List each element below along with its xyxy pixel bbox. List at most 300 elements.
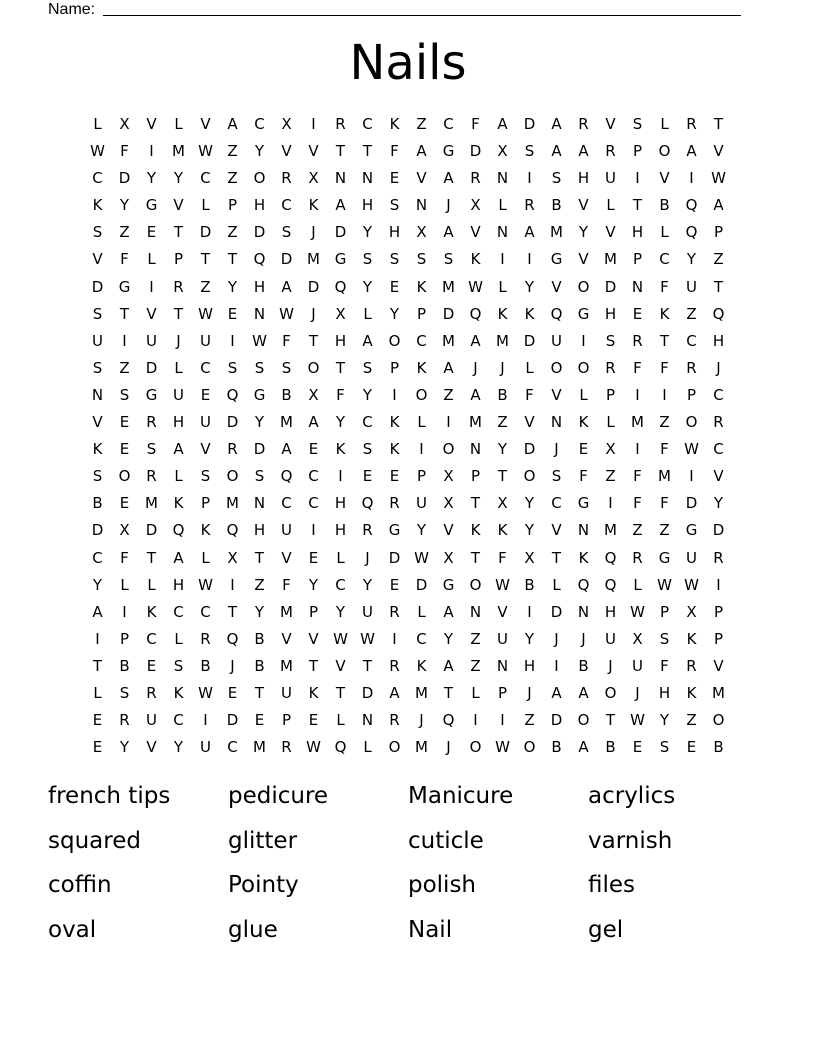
- grid-letter: B: [551, 738, 562, 757]
- name-label: Name:: [48, 1, 96, 18]
- word-bank-item: varnish: [588, 827, 673, 854]
- grid-letter: T: [443, 683, 454, 702]
- grid-letter: A: [389, 683, 400, 702]
- grid-letter: V: [551, 521, 562, 540]
- grid-letter: W: [279, 304, 294, 323]
- grid-letter: U: [173, 385, 184, 404]
- grid-letter: A: [173, 548, 184, 567]
- grid-letter: L: [174, 115, 183, 133]
- grid-letter: O: [550, 358, 563, 377]
- grid-letter: V: [551, 385, 562, 404]
- grid-letter: A: [416, 142, 427, 161]
- grid-letter: D: [442, 304, 455, 323]
- grid-letter: T: [551, 548, 562, 567]
- grid-letter: W: [468, 277, 483, 296]
- grid-letter: O: [388, 331, 401, 350]
- grid-letter: U: [416, 494, 427, 513]
- grid-letter: F: [660, 358, 669, 377]
- grid-letter: S: [362, 440, 373, 459]
- grid-letter: Q: [685, 223, 698, 242]
- grid-letter: C: [713, 385, 724, 404]
- grid-letter: K: [578, 413, 589, 432]
- grid-letter: X: [119, 521, 130, 540]
- grid-letter: P: [605, 385, 616, 404]
- grid-letter: N: [496, 656, 509, 675]
- grid-letter: N: [253, 304, 266, 323]
- grid-letter: C: [200, 169, 211, 188]
- grid-letter: R: [146, 467, 157, 486]
- grid-letter: P: [686, 385, 697, 404]
- grid-letter: H: [523, 656, 536, 675]
- grid-letter: G: [388, 521, 401, 540]
- grid-letter: D: [145, 521, 158, 540]
- grid-letter: S: [524, 142, 535, 161]
- grid-letter: K: [470, 250, 481, 269]
- grid-letter: T: [713, 277, 724, 296]
- grid-letter: M: [712, 683, 725, 702]
- grid-letter: V: [713, 467, 724, 486]
- grid-letter: M: [496, 331, 509, 350]
- grid-letter: G: [442, 575, 455, 594]
- grid-letter: S: [389, 250, 400, 269]
- grid-letter: Q: [604, 548, 617, 567]
- grid-letter: Z: [632, 521, 643, 540]
- grid-letter: D: [145, 358, 158, 377]
- grid-letter: R: [578, 115, 589, 133]
- grid-letter: B: [605, 738, 616, 757]
- grid-letter: L: [201, 196, 210, 215]
- grid-letter: Y: [686, 250, 697, 269]
- grid-letter: A: [578, 142, 589, 161]
- grid-letter: W: [360, 629, 375, 648]
- grid-letter: V: [659, 169, 670, 188]
- grid-letter: Y: [335, 602, 346, 621]
- grid-letter: J: [500, 358, 505, 377]
- grid-letter: L: [174, 629, 183, 648]
- word-bank-item: polish: [408, 872, 477, 898]
- grid-letter: C: [362, 115, 373, 133]
- grid-letter: G: [577, 304, 590, 323]
- grid-letter: I: [527, 602, 532, 621]
- grid-letter: X: [416, 223, 427, 242]
- grid-letter: K: [659, 304, 670, 323]
- grid-letter: E: [119, 413, 130, 432]
- grid-letter: Q: [577, 575, 590, 594]
- grid-letter: A: [686, 142, 697, 161]
- grid-letter: R: [119, 711, 130, 730]
- grid-letter: F: [120, 250, 129, 269]
- grid-letter: Q: [685, 196, 698, 215]
- grid-letter: T: [470, 548, 481, 567]
- grid-letter: X: [686, 602, 697, 621]
- grid-letter: E: [308, 548, 319, 567]
- grid-letter: E: [362, 467, 373, 486]
- grid-letter: J: [365, 548, 370, 567]
- grid-letter: V: [200, 440, 211, 459]
- grid-letter: W: [414, 548, 429, 567]
- grid-letter: Q: [226, 521, 239, 540]
- grid-letter: E: [119, 440, 130, 459]
- grid-letter: T: [605, 711, 616, 730]
- grid-letter: U: [632, 656, 643, 675]
- grid-letter: B: [578, 656, 589, 675]
- grid-letter: A: [524, 223, 535, 242]
- grid-letter: C: [92, 169, 103, 188]
- grid-letter: I: [149, 277, 154, 296]
- grid-letter: U: [686, 277, 697, 296]
- grid-letter: F: [525, 385, 534, 404]
- grid-letter: L: [606, 196, 615, 215]
- grid-letter: Q: [550, 304, 563, 323]
- grid-letter: P: [713, 602, 724, 621]
- grid-letter: B: [254, 629, 265, 648]
- grid-letter: F: [633, 467, 642, 486]
- grid-letter: E: [227, 683, 238, 702]
- grid-letter: S: [173, 656, 184, 675]
- grid-letter: R: [686, 656, 697, 675]
- grid-letter: Z: [416, 115, 427, 133]
- grid-letter: F: [498, 548, 507, 567]
- grid-letter: K: [686, 629, 697, 648]
- grid-letter: L: [363, 738, 372, 757]
- grid-letter: Z: [119, 223, 130, 242]
- grid-letter: X: [470, 196, 481, 215]
- grid-letter: Y: [443, 629, 454, 648]
- grid-letter: E: [578, 440, 589, 459]
- grid-letter: P: [659, 602, 670, 621]
- grid-letter: M: [604, 521, 617, 540]
- grid-letter: U: [200, 413, 211, 432]
- grid-letter: D: [91, 521, 104, 540]
- grid-letter: S: [119, 683, 130, 702]
- grid-letter: O: [523, 467, 536, 486]
- grid-letter: L: [336, 548, 345, 567]
- grid-letter: E: [632, 738, 643, 757]
- grid-letter: S: [92, 467, 103, 486]
- grid-letter: R: [632, 331, 643, 350]
- grid-letter: M: [550, 223, 563, 242]
- grid-letter: H: [253, 196, 266, 215]
- grid-letter: G: [442, 142, 455, 161]
- grid-letter: M: [658, 467, 671, 486]
- grid-letter: E: [200, 385, 211, 404]
- grid-letter: Y: [173, 738, 184, 757]
- grid-letter: I: [716, 575, 721, 594]
- grid-letter: I: [419, 440, 424, 459]
- grid-letter: K: [578, 548, 589, 567]
- grid-letter: R: [389, 494, 400, 513]
- grid-letter: P: [713, 629, 724, 648]
- grid-letter: M: [442, 331, 455, 350]
- grid-letter: W: [495, 575, 510, 594]
- grid-letter: F: [660, 494, 669, 513]
- grid-letter: D: [415, 575, 428, 594]
- grid-letter: H: [334, 494, 347, 513]
- word-bank-item: Pointy: [228, 872, 299, 898]
- grid-letter: L: [579, 385, 588, 404]
- grid-letter: N: [577, 602, 590, 621]
- grid-letter: V: [146, 738, 157, 757]
- grid-letter: H: [172, 575, 185, 594]
- grid-letter: C: [254, 115, 265, 133]
- grid-letter: L: [606, 413, 615, 432]
- grid-letter: D: [280, 250, 293, 269]
- grid-letter: C: [713, 440, 724, 459]
- grid-letter: T: [335, 142, 346, 161]
- grid-letter: W: [711, 169, 726, 188]
- grid-letter: I: [392, 629, 397, 648]
- grid-letter: J: [581, 629, 586, 648]
- grid-letter: A: [443, 169, 454, 188]
- grid-letter: M: [604, 250, 617, 269]
- grid-letter: W: [252, 331, 267, 350]
- grid-letter: M: [253, 738, 266, 757]
- grid-letter: D: [550, 602, 563, 621]
- grid-letter: Y: [92, 575, 103, 594]
- grid-letter: M: [145, 494, 158, 513]
- grid-letter: S: [551, 169, 562, 188]
- word-bank-item: coffin: [48, 872, 112, 898]
- grid-letter: O: [577, 711, 590, 730]
- grid-letter: U: [92, 331, 103, 350]
- grid-letter: H: [334, 521, 347, 540]
- grid-letter: E: [308, 440, 319, 459]
- grid-letter: S: [281, 358, 292, 377]
- grid-letter: L: [147, 250, 156, 269]
- grid-letter: S: [92, 304, 103, 323]
- grid-letter: N: [415, 196, 428, 215]
- grid-letter: Y: [524, 494, 535, 513]
- grid-letter: I: [311, 115, 316, 133]
- grid-letter: Q: [172, 521, 185, 540]
- grid-letter: X: [308, 385, 319, 404]
- grid-letter: P: [632, 250, 643, 269]
- grid-letter: J: [608, 656, 613, 675]
- grid-letter: Y: [119, 738, 130, 757]
- grid-letter: V: [281, 142, 292, 161]
- grid-letter: M: [280, 413, 293, 432]
- grid-letter: N: [334, 169, 347, 188]
- grid-letter: R: [470, 169, 481, 188]
- grid-letter: E: [92, 738, 103, 757]
- grid-letter: Y: [389, 304, 400, 323]
- grid-letter: I: [689, 467, 694, 486]
- grid-letter: T: [92, 656, 103, 675]
- grid-letter: B: [281, 385, 292, 404]
- grid-letter: F: [660, 440, 669, 459]
- grid-letter: T: [146, 548, 157, 567]
- grid-letter: E: [632, 304, 643, 323]
- grid-letter: R: [605, 142, 616, 161]
- grid-letter: V: [146, 115, 157, 133]
- grid-letter: L: [498, 196, 507, 215]
- grid-letter: L: [498, 277, 507, 296]
- grid-letter: O: [415, 385, 428, 404]
- grid-letter: D: [550, 711, 563, 730]
- grid-letter: I: [446, 413, 451, 432]
- grid-letter: R: [362, 521, 373, 540]
- grid-letter: S: [389, 196, 400, 215]
- grid-letter: A: [470, 331, 481, 350]
- grid-letter: A: [443, 358, 454, 377]
- grid-letter: K: [389, 115, 400, 133]
- grid-letter: N: [361, 169, 374, 188]
- grid-letter: Q: [334, 738, 347, 757]
- grid-letter: D: [334, 223, 347, 242]
- grid-letter: C: [227, 738, 238, 757]
- grid-letter: F: [120, 142, 129, 161]
- grid-letter: X: [524, 548, 535, 567]
- grid-letter: A: [308, 413, 319, 432]
- grid-letter: D: [253, 440, 266, 459]
- grid-letter: P: [227, 196, 238, 215]
- grid-letter: X: [119, 115, 130, 133]
- grid-letter: M: [172, 142, 185, 161]
- grid-letter: A: [362, 331, 373, 350]
- grid-letter: A: [551, 115, 562, 133]
- word-bank-item: Nail: [408, 916, 453, 943]
- grid-letter: Z: [659, 521, 670, 540]
- grid-letter: O: [604, 683, 617, 702]
- grid-letter: J: [446, 738, 451, 757]
- word-bank-item: glue: [228, 916, 278, 943]
- grid-letter: Z: [200, 277, 211, 296]
- grid-letter: E: [146, 656, 157, 675]
- grid-letter: V: [308, 142, 319, 161]
- grid-letter: Z: [254, 575, 265, 594]
- grid-letter: V: [470, 223, 481, 242]
- grid-letter: D: [91, 277, 104, 296]
- grid-letter: I: [473, 711, 478, 730]
- grid-letter: L: [93, 683, 102, 702]
- grid-letter: I: [554, 656, 559, 675]
- grid-letter: W: [90, 142, 105, 161]
- grid-letter: F: [282, 575, 291, 594]
- grid-letter: P: [308, 602, 319, 621]
- grid-letter: S: [92, 358, 103, 377]
- grid-letter: N: [361, 711, 374, 730]
- grid-letter: I: [203, 711, 208, 730]
- grid-letter: A: [497, 115, 508, 133]
- grid-letter: V: [416, 169, 427, 188]
- grid-letter: E: [92, 711, 103, 730]
- grid-letter: K: [308, 196, 319, 215]
- grid-letter: S: [119, 385, 130, 404]
- grid-letter: K: [416, 277, 427, 296]
- grid-letter: Y: [524, 277, 535, 296]
- word-bank-item: glitter: [228, 827, 298, 854]
- grid-letter: Z: [227, 169, 238, 188]
- grid-letter: L: [525, 358, 534, 377]
- grid-letter: R: [389, 711, 400, 730]
- grid-letter: D: [523, 440, 536, 459]
- grid-letter: C: [659, 250, 670, 269]
- grid-letter: U: [551, 331, 562, 350]
- grid-letter: Y: [335, 413, 346, 432]
- grid-letter: H: [604, 602, 617, 621]
- grid-letter: G: [145, 385, 158, 404]
- grid-letter: R: [173, 277, 184, 296]
- grid-letter: Q: [469, 304, 482, 323]
- grid-letter: Y: [254, 602, 265, 621]
- grid-letter: P: [632, 142, 643, 161]
- grid-letter: T: [632, 196, 643, 215]
- grid-letter: K: [173, 683, 184, 702]
- grid-letter: L: [174, 467, 183, 486]
- grid-letter: K: [92, 440, 103, 459]
- grid-letter: T: [470, 494, 481, 513]
- grid-letter: Y: [173, 169, 184, 188]
- grid-letter: E: [227, 304, 238, 323]
- grid-letter: V: [281, 548, 292, 567]
- grid-letter: G: [253, 385, 266, 404]
- grid-letter: F: [282, 331, 291, 350]
- grid-letter: A: [578, 738, 589, 757]
- grid-letter: M: [442, 277, 455, 296]
- grid-letter: W: [630, 602, 645, 621]
- grid-letter: S: [362, 358, 373, 377]
- grid-letter: J: [230, 656, 235, 675]
- grid-letter: J: [446, 196, 451, 215]
- grid-letter: B: [524, 575, 535, 594]
- grid-letter: C: [308, 494, 319, 513]
- grid-letter: W: [198, 304, 213, 323]
- grid-letter: N: [550, 413, 563, 432]
- grid-letter: D: [469, 142, 482, 161]
- grid-letter: R: [281, 169, 292, 188]
- grid-letter: Z: [524, 711, 535, 730]
- grid-letter: Y: [254, 413, 265, 432]
- grid-letter: I: [635, 385, 640, 404]
- grid-letter: R: [713, 413, 724, 432]
- grid-letter: E: [389, 575, 400, 594]
- grid-letter: R: [686, 115, 697, 133]
- grid-letter: X: [335, 304, 346, 323]
- grid-letter: H: [658, 683, 671, 702]
- grid-letter: H: [253, 521, 266, 540]
- grid-letter: H: [172, 413, 185, 432]
- grid-letter: A: [92, 602, 103, 621]
- grid-letter: H: [577, 169, 590, 188]
- grid-letter: W: [495, 738, 510, 757]
- grid-letter: C: [335, 575, 346, 594]
- grid-letter: V: [335, 656, 346, 675]
- grid-letter: K: [335, 440, 346, 459]
- grid-letter: X: [497, 494, 508, 513]
- grid-letter: B: [551, 196, 562, 215]
- grid-letter: S: [92, 223, 103, 242]
- grid-letter: Y: [362, 277, 373, 296]
- grid-letter: P: [173, 250, 184, 269]
- grid-letter: R: [713, 548, 724, 567]
- grid-letter: Y: [497, 440, 508, 459]
- grid-letter: T: [227, 602, 238, 621]
- word-bank-item: acrylics: [588, 783, 676, 809]
- grid-letter: D: [361, 683, 374, 702]
- grid-letter: F: [120, 548, 129, 567]
- grid-letter: K: [200, 521, 211, 540]
- grid-letter: J: [635, 683, 640, 702]
- grid-letter: V: [605, 115, 616, 133]
- grid-letter: S: [362, 250, 373, 269]
- grid-letter: Y: [578, 223, 589, 242]
- grid-letter: O: [658, 142, 671, 161]
- grid-letter: F: [336, 385, 345, 404]
- grid-letter: K: [416, 656, 427, 675]
- grid-letter: C: [92, 548, 103, 567]
- grid-letter: X: [605, 440, 616, 459]
- word-bank-item: gel: [588, 916, 624, 943]
